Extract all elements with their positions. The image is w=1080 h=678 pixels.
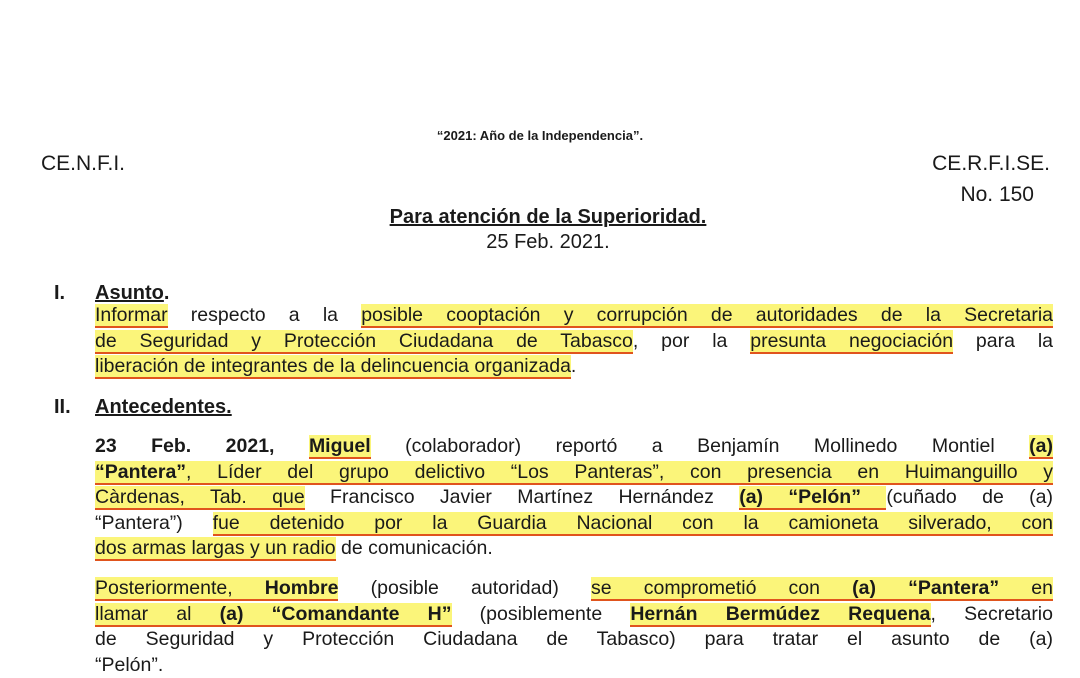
- paragraph-line: “Pantera”, Líder del grupo delictivo “Los Panteras”, con presencia en Huimanguillo y: [95, 460, 1053, 486]
- section-1-number: I.: [54, 282, 65, 305]
- paragraph-line: “Pelón”.: [95, 653, 1053, 678]
- paragraph-line: Posteriormente, Hombre (posible autoridad) se comprometió con (a) “Pantera” en: [95, 576, 1053, 602]
- section-1-paragraph: [95, 303, 1053, 380]
- paragraph-line: Càrdenas, Tab. que Francisco Javier Martínez Hernández (a) “Pelón” (cuñado de (a): [95, 485, 1053, 511]
- section-2-number: II.: [54, 396, 71, 419]
- paragraph-line: liberación de integrantes de la delincuencia organizada.: [95, 354, 1053, 380]
- paragraph-line: “Pantera”) fue detenido por la Guardia Nacional con la camioneta silverado, con: [95, 511, 1053, 537]
- reference-code-left: CE.N.F.I.: [41, 152, 125, 176]
- document-motto: “2021: Año de la Independencia”.: [0, 128, 1080, 143]
- section-2-title: Antecedentes.: [95, 396, 232, 419]
- document-heading: Para atención de la Superioridad.: [0, 206, 1080, 229]
- paragraph-line: Informar respecto a la posible cooptación y corrupción de autoridades de la Secretaria: [95, 303, 1053, 329]
- section-2-paragraph-1: [95, 434, 1053, 562]
- paragraph-line: 23 Feb. 2021, Miguel (colaborador) reportó a Benjamín Mollinedo Montiel (a): [95, 434, 1053, 460]
- reference-code-right: CE.R.F.I.SE.: [932, 152, 1050, 176]
- section-2-paragraph-2: [95, 576, 1053, 678]
- section-1-title: Asunto.: [95, 282, 169, 305]
- paragraph-line: de Seguridad y Protección Ciudadana de Tabasco) para tratar el asunto de (a): [95, 627, 1053, 653]
- paragraph-line: llamar al (a) “Comandante H” (posiblemente Hernán Bermúdez Requena, Secretario: [95, 602, 1053, 628]
- document-number: No. 150: [960, 183, 1034, 207]
- paragraph-line: de Seguridad y Protección Ciudadana de Tabasco, por la presunta negociación para la: [95, 329, 1053, 355]
- document-date: 25 Feb. 2021.: [0, 231, 1080, 254]
- paragraph-line: dos armas largas y un radio de comunicación.: [95, 536, 1053, 562]
